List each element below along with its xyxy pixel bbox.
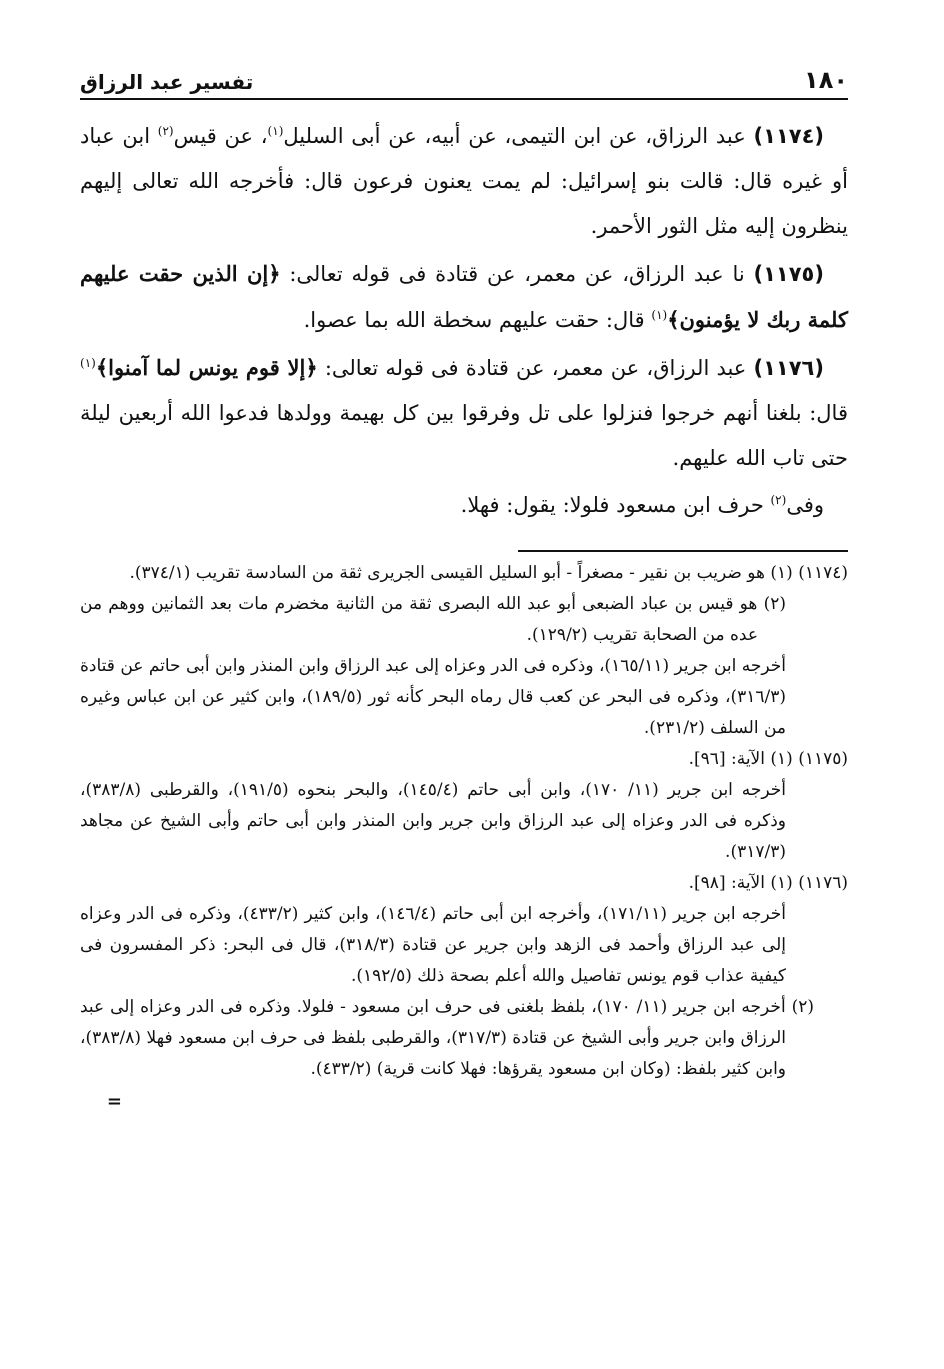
footnote-1174-1: (١١٧٤) (١) هو ضريب بن نقير - مصغراً - أبو السليل القيسى الجريرى ثقة من السادسة تقريب (٣٧٤/١). <box>129 563 848 583</box>
footnote-1176-source: أخرجه ابن جرير (١٧١/١١)، وأخرجه ابن أبى حاتم (١٤٦/٤)، وابن كثير (٤٣٣/٢)، وذكره فى الدر وعزاه إلى عبد الرزاق وأحمد فى الزهد وابن جرير عن قتادة (٣١٨/٣)، قال فى البحر: ذكر المفسرون فى كيفية عذاب قوم يونس تفاصيل والله أعلم بصحة ذلك (١٩٢/٥). <box>80 904 786 986</box>
narration-text: قال: بلغنا أنهم خرجوا فنزلوا على تل وفرقوا بين كل بهيمة وولدها فدعوا الله أربعين ليلة حتى تاب الله عليهم. <box>80 401 848 470</box>
narration-number: (١١٧٥) <box>753 262 824 286</box>
footnote-separator <box>518 550 848 552</box>
footnote-ref: (٢) <box>770 493 787 507</box>
narration-1176 <box>80 345 848 481</box>
footnote-ref: (١) <box>267 124 284 138</box>
narration-number: (١١٧٤) <box>753 124 825 148</box>
narration-number: (١١٧٦) <box>753 356 824 380</box>
footnote-ref: (١) <box>80 356 96 370</box>
quran-verse: ﴿إن الذين حقت عليهم كلمة ربك لا يؤمنون﴾ <box>80 261 848 332</box>
page-number: ١٨٠ <box>804 66 848 94</box>
footnote-1174-2: (٢) هو قيس بن عباد الضبعى أبو عبد الله البصرى ثقة من الثانية مخضرم مات بعد الثمانين ووهم من عده من الصحابة تقريب (١٢٩/٢). <box>80 594 786 645</box>
footnote-1176-1: (١١٧٦) (١) الآية: [٩٨]. <box>688 873 848 893</box>
narration-text: ابن عباد أو غيره قال: قالت بنو إسرائيل: لم يمت يعنون فرعون قال: فأخرجه الله تعالى إليهم ينظرون إليه مثل الثور الأحمر. <box>80 124 848 238</box>
narration-text: حرف ابن مسعود فلولا: يقول: فهلا. <box>460 493 771 517</box>
narration-text: ، عن قيس <box>173 124 268 148</box>
quran-verse: ﴿إلا قوم يونس لما آمنوا﴾ <box>95 355 318 380</box>
narration-text: عبد الرزاق، عن معمر، عن قتادة فى قوله تعالى: <box>317 356 754 380</box>
footnote-1174-source: أخرجه ابن جرير (١٦٥/١١)، وذكره فى الدر وعزاه إلى عبد الرزاق وابن المنذر وابن أبى حاتم عن قتادة (٣١٦/٣)، وذكره فى البحر عن كعب قال رماه البحر كأنه ثور (١٨٩/٥)، وابن كثير عن ابن عباس وغيره من السلف (٢٣١/٢). <box>80 656 786 738</box>
narration-text: عبد الرزاق، عن ابن التيمى، عن أبيه، عن أبى السليل <box>283 124 754 148</box>
footnote-text: (٢) أخرجه ابن جرير (١١/ ١٧٠)، بلفظ بلغنى فى حرف ابن مسعود - فلولا. وذكره فى الدر وعزاه إلى عبد الرزاق وابن جرير وأبى الشيخ عن قتادة (٣١٧/٣)، والقرطبى بلفظ فى حرف ابن مسعود فهلا (٣٨٣/٨)، وابن كثير بلفظ: (وكان ابن مسعود يقرؤها: فهلا كانت قرية) (٤٣٣/٢). <box>80 997 814 1079</box>
footnote-ref: (٢) <box>157 124 174 138</box>
footnote-1175-1: (١١٧٥) (١) الآية: [٩٦]. <box>688 749 848 769</box>
footnotes <box>80 558 848 1112</box>
page <box>80 58 848 1112</box>
narration-text: نا عبد الرزاق، عن معمر، عن قتادة فى قوله تعالى: <box>280 262 754 286</box>
footnote-1176-2: (٢) أخرجه ابن جرير (١١/ ١٧٠)، بلفظ بلغنى فى حرف ابن مسعود - فلولا. وذكره فى الدر وعزاه إلى عبد الرزاق وابن جرير وأبى الشيخ عن قتادة (٣١٧/٣)، والقرطبى بلفظ فى حرف ابن مسعود فهلا (٣٨٣/٨)، وابن كثير بلفظ: (وكان ابن مسعود يقرؤها: فهلا كانت قرية) (٤٣٣/٢). = <box>80 997 814 1112</box>
narration-1176-addendum <box>80 483 848 528</box>
running-head <box>80 58 848 100</box>
running-title: تفسير عبد الرزاق <box>80 70 254 94</box>
narration-text: وفى <box>786 493 824 517</box>
footnote-ref: (١) <box>651 308 668 322</box>
narration-1175 <box>80 251 848 343</box>
main-text <box>80 114 848 528</box>
narration-1174 <box>80 114 848 249</box>
footnote-1175-source: أخرجه ابن جرير (١١/ ١٧٠)، وابن أبى حاتم (١٤٥/٤)، والبحر بنحوه (١٩١/٥)، والقرطبى (٣٨٣/٨)، وذكره فى الدر وعزاه إلى عبد الرزاق وابن جرير وابن المنذر وابن أبى حاتم وأبى الشيخ عن مجاهد (٣١٧/٣). <box>80 780 787 862</box>
narration-text: قال: حقت عليهم سخطة الله بما عصوا. <box>303 308 652 332</box>
